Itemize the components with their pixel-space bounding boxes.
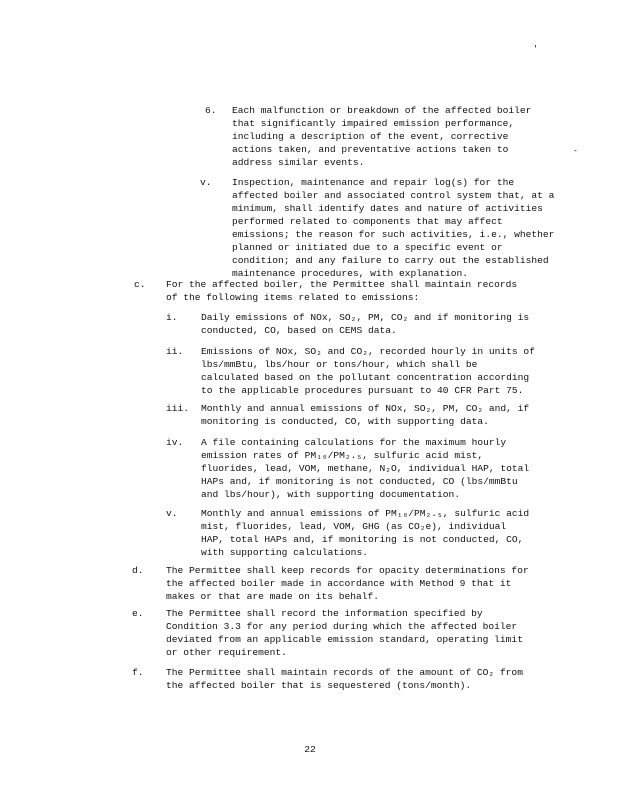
paragraph-co2-sequestration: The Permittee shall maintain records of the amount of CO₂ from the affected boiler that is sequestered (tons/month).: [166, 667, 523, 691]
list-marker: iv.: [166, 437, 184, 448]
list-marker: v.: [200, 177, 212, 188]
scan-speck: ': [533, 45, 538, 54]
paragraph-opacity-records: The Permittee shall keep records for opacity determinations for the affected boiler made in accordance with Method 9 that it makes or that are made on its behalf.: [166, 565, 529, 602]
paragraph-inspection-logs: Inspection, maintenance and repair log(s) for the affected boiler and associated control system that, at a minimum, shall identify dates and nature of activities performed related to components that may affect emissions; the reason for such activities, i.e., whether planned or initiated due to a specific event or condition; and any failure to carry out the established maintenance procedures, with explanation.: [232, 177, 555, 279]
page-number: 22: [304, 744, 316, 755]
paragraph-monthly-annual-emissions: Monthly and annual emissions of NOx, SO₂, PM, CO₂ and, if monitoring is conducted, CO, with supporting data.: [201, 403, 530, 427]
list-marker: i.: [166, 312, 178, 323]
paragraph-daily-emissions: Daily emissions of NOx, SO₂, PM, CO₂ and if monitoring is conducted, CO, based on CEMS data.: [201, 312, 530, 336]
list-marker: iii.: [166, 403, 190, 414]
paragraph-emission-records: For the affected boiler, the Permittee shall maintain records of the following items related to emissions:: [166, 279, 518, 303]
paragraph-hourly-emissions: Emissions of NOx, SO₂ and CO₂, recorded hourly in units of lbs/mmBtu, lbs/hour or tons/hour, which shall be calculated based on the pollutant concentration according to the applicable procedures pursuant to 40 CFR Part 75.: [201, 346, 535, 396]
list-marker: 6.: [205, 105, 217, 116]
paragraph-malfunction-records: Each malfunction or breakdown of the affected boiler that significantly impaired emission performance, including a description of the event, corrective actions taken, and preventative actions taken to address similar events.: [232, 105, 532, 168]
list-marker: d.: [132, 565, 144, 576]
list-marker: f.: [132, 667, 144, 678]
paragraph-pm-emissions: Monthly and annual emissions of PM₁₀/PM₂.₅, sulfuric acid mist, fluorides, lead, VOM, GHG (as CO₂e), individual HAP, total HAPs and, if monitoring is not conducted, CO, with supporting calculations.: [201, 508, 530, 558]
paragraph-calculation-file: A file containing calculations for the maximum hourly emission rates of PM₁₀/PM₂.₅, sulfuric acid mist, fluorides, lead, VOM, methane, N₂O, individual HAP, total HAPs and, if monitoring is not conducted, CO (lbs/mmBtu and lbs/hour), with supporting documentation.: [201, 437, 530, 500]
list-marker: c.: [134, 279, 146, 290]
paragraph-deviation-records: The Permittee shall record the information specified by Condition 3.3 for any period during which the affected boiler deviated from an applicable emission standard, operating limit or other requirement.: [166, 608, 523, 658]
list-marker: v.: [166, 508, 178, 519]
scan-speck: -: [573, 147, 578, 156]
list-marker: ii.: [166, 346, 184, 357]
list-marker: e.: [132, 608, 144, 619]
